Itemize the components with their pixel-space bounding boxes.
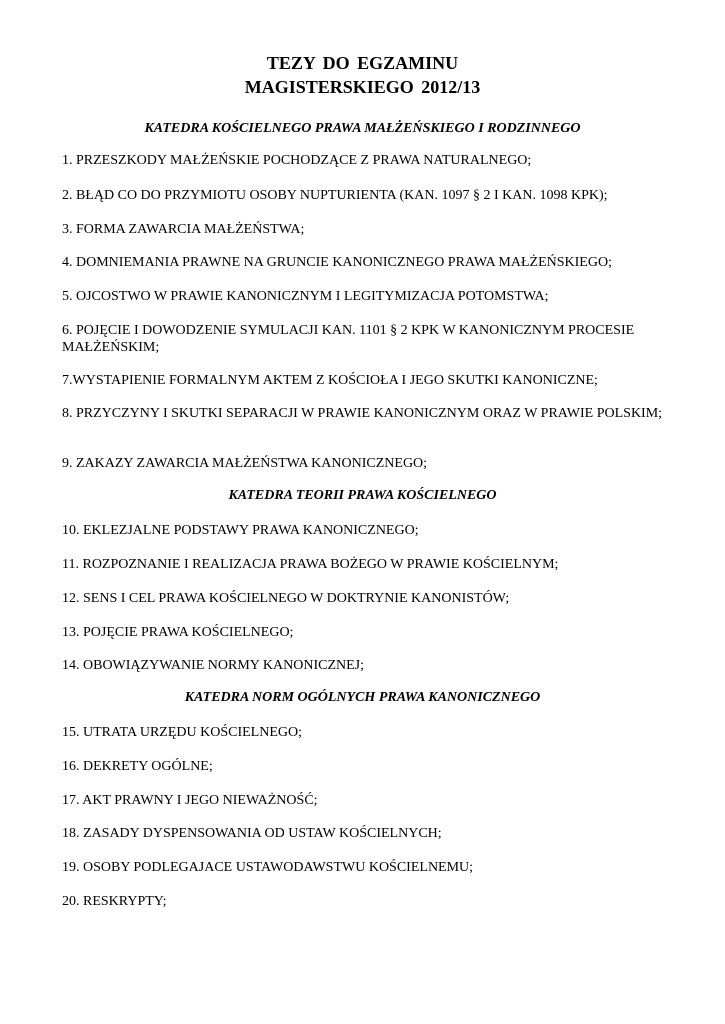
list-item: 18. ZASADY DYSPENSOWANIA OD USTAW KOŚCIELNYCH; xyxy=(62,826,442,841)
document-title-line2: MAGISTERSKIEGO 2012/13 xyxy=(244,77,481,97)
list-item: 10. EKLEZJALNE PODSTAWY PRAWA KANONICZNEGO; xyxy=(62,523,419,538)
section-heading: KATEDRA KOŚCIELNEGO PRAWA MAŁŻEŃSKIEGO I RODZINNEGO xyxy=(144,121,581,136)
section-heading: KATEDRA TEORII PRAWA KOŚCIELNEGO xyxy=(228,488,497,503)
list-item: 11. ROZPOZNANIE I REALIZACJA PRAWA BOŻEGO W PRAWIE KOŚCIELNYM; xyxy=(62,557,559,572)
list-item: 17. AKT PRAWNY I JEGO NIEWAŻNOŚĆ; xyxy=(62,793,318,808)
section-heading: KATEDRA NORM OGÓLNYCH PRAWA KANONICZNEGO xyxy=(184,690,541,705)
list-item: 1. PRZESZKODY MAŁŻEŃSKIE POCHODZĄCE Z PRAWA NATURALNEGO; xyxy=(62,153,532,168)
list-item: 5. OJCOSTWO W PRAWIE KANONICZNYM I LEGITYMIZACJA POTOMSTWA; xyxy=(62,289,549,304)
list-item: 16. DEKRETY OGÓLNE; xyxy=(62,759,213,774)
list-item: 6. POJĘCIE I DOWODZENIE SYMULACJI KAN. 1101 § 2 KPK W KANONICZNYM PROCESIE MAŁŻEŃSKIM; xyxy=(62,323,635,355)
list-item: 14. OBOWIĄZYWANIE NORMY KANONICZNEJ; xyxy=(62,658,365,673)
list-item: 9. ZAKAZY ZAWARCIA MAŁŻEŃSTWA KANONICZNEGO; xyxy=(62,456,428,471)
list-item: 7.WYSTAPIENIE FORMALNYM AKTEM Z KOŚCIOŁA I JEGO SKUTKI KANONICZNE; xyxy=(62,373,598,388)
list-item: 3. FORMA ZAWARCIA MAŁŻEŃSTWA; xyxy=(62,222,305,237)
list-item: 8. PRZYCZYNY I SKUTKI SEPARACJI W PRAWIE KANONICZNYM ORAZ W PRAWIE POLSKIM; xyxy=(62,406,663,421)
list-item: 19. OSOBY PODLEGAJACE USTAWODAWSTWU KOŚCIELNEMU; xyxy=(62,860,474,875)
list-item: 15. UTRATA URZĘDU KOŚCIELNEGO; xyxy=(62,725,302,740)
document-title-line1: TEZY DO EGZAMINU xyxy=(266,53,459,73)
list-item: 2. BŁĄD CO DO PRZYMIOTU OSOBY NUPTURIENTA (KAN. 1097 § 2 I KAN. 1098 KPK); xyxy=(62,188,608,203)
list-item: 4. DOMNIEMANIA PRAWNE NA GRUNCIE KANONICZNEGO PRAWA MAŁŻEŃSKIEGO; xyxy=(62,255,612,270)
list-item: 20. RESKRYPTY; xyxy=(62,894,167,909)
list-item: 13. POJĘCIE PRAWA KOŚCIELNEGO; xyxy=(62,625,294,640)
list-item: 12. SENS I CEL PRAWA KOŚCIELNEGO W DOKTRYNIE KANONISTÓW; xyxy=(62,591,510,606)
